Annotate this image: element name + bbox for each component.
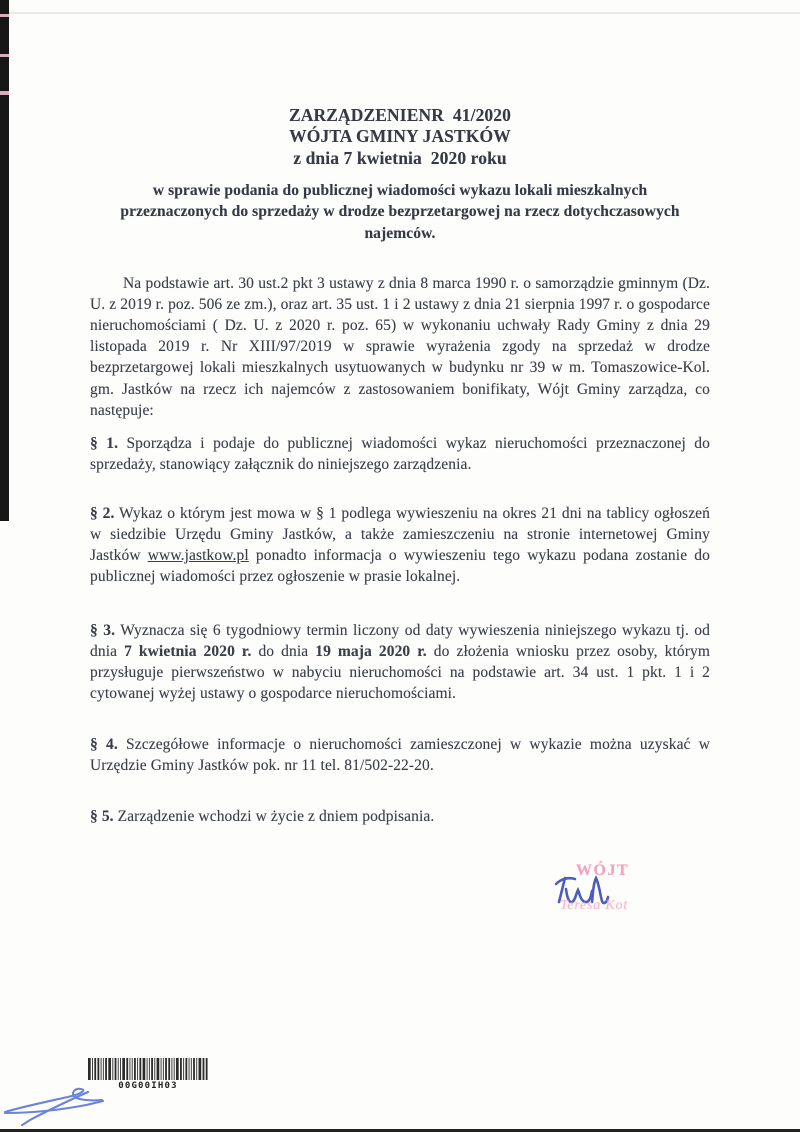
section-label: § 1.: [90, 434, 119, 452]
title-line-date: z dnia 7 kwietnia 2020 roku: [293, 147, 507, 168]
subject-line: w sprawie podania do publicznej wiadomości wykazu lokali mieszkalnych: [152, 182, 648, 199]
handwritten-paraph: [0, 1083, 120, 1132]
stamp-office-label: WÓJT: [576, 862, 630, 879]
scan-line-top: [9, 12, 800, 14]
date-end: 19 maja 2020 r.: [315, 642, 427, 660]
section-label: § 5.: [90, 807, 114, 825]
date-start: 7 kwietnia 2020 r.: [124, 642, 252, 660]
url-text: www.jastkow.pl: [147, 546, 249, 564]
section-paragraph-3: § 3. Wyznacza się 6 tygodniowy termin liczony od daty wywieszenia niniejszego wykazu tj. od dnia 7 kwietnia 2020 r. do dnia 19 maja 2020 r. do złożenia wniosku przez osoby, którym przysługuje pierwszeństwo w nabyciu nieruchomości na podstawie art. 34 ust. 1 pkt. 1 i 2 cytowanej wyżej ustawy o gospodarce nieruchomościami.: [90, 621, 711, 703]
section-paragraph-5: § 5. Zarządzenie wchodzi w życie z dniem podpisania.: [90, 807, 435, 825]
subject-line: przeznaczonych do sprzedaży w drodze bezprzetargowej na rzecz dotychczasowych: [120, 203, 680, 221]
stamp-signer-name: Teresa Kot: [560, 898, 629, 913]
document-title: [90, 105, 710, 169]
scan-edge-artifact-left: [0, 0, 9, 521]
document-subject: [90, 180, 710, 244]
preamble-paragraph: Na podstawie art. 30 ust.2 pkt 3 ustawy z dnia 8 marca 1990 r. o samorządzie gminnym (Dz. U. z 2019 r. poz. 506 ze zm.), oraz art. 35 ust. 1 i 2 ustawy z dnia 21 sierpnia 1997 r. o gospodarce nieruchomościami ( Dz. U. z 2020 r. poz. 65) w wykonaniu uchwały Rady Gminy z dnia 29 listopada 2019 r. Nr XIII/97/2019 w sprawie wyrażenia zgody na sprzedaż w drodze bezprzetargowej lokali mieszkalnych usytuowanych w budynku nr 39 w m. Tomaszowice-Kol. gm. Jastków na rzecz ich najemców z zastosowaniem bonifikaty, Wójt Gminy zarządza, co następuje:: [90, 274, 710, 419]
section-paragraph-1: § 1. Sporządza i podaje do publicznej wiadomości wykaz nieruchomości przeznaczonej do sprzedaży, stanowiący załącznik do niniejszego zarządzenia.: [90, 434, 710, 473]
section-label: § 4.: [90, 735, 118, 753]
section-paragraph-4: § 4. Szczegółowe informacje o nieruchomości zamieszczonej w wykazie można uzyskać w Urzędzie Gminy Jastków pok. nr 11 tel. 81/502-22-20.: [90, 735, 710, 774]
title-line-issuer: WÓJTA GMINY JASTKÓW: [289, 126, 511, 147]
section-label: § 2.: [90, 504, 115, 522]
barcode-bars: [88, 1058, 208, 1080]
barcode-label: 00G00IH03: [118, 1081, 178, 1091]
section-label: § 3.: [90, 621, 116, 639]
subject-line: najemców.: [364, 224, 436, 242]
section-paragraph-2: § 2. Wykaz o którym jest mowa w § 1 podlega wywieszeniu na okres 21 dni na tablicy ogłoszeń w siedzibie Urzędu Gminy Jastków, a także zamieszczeniu na stronie internetowej Gminy Jastków www.jastkow.pl ponadto informacja o wywieszeniu tego wykazu podana zostanie do publicznej wiadomości przez ogłoszenie w prasie lokalnej.: [90, 504, 711, 586]
title-line-number: ZARZĄDZENIENR 41/2020: [289, 105, 511, 125]
